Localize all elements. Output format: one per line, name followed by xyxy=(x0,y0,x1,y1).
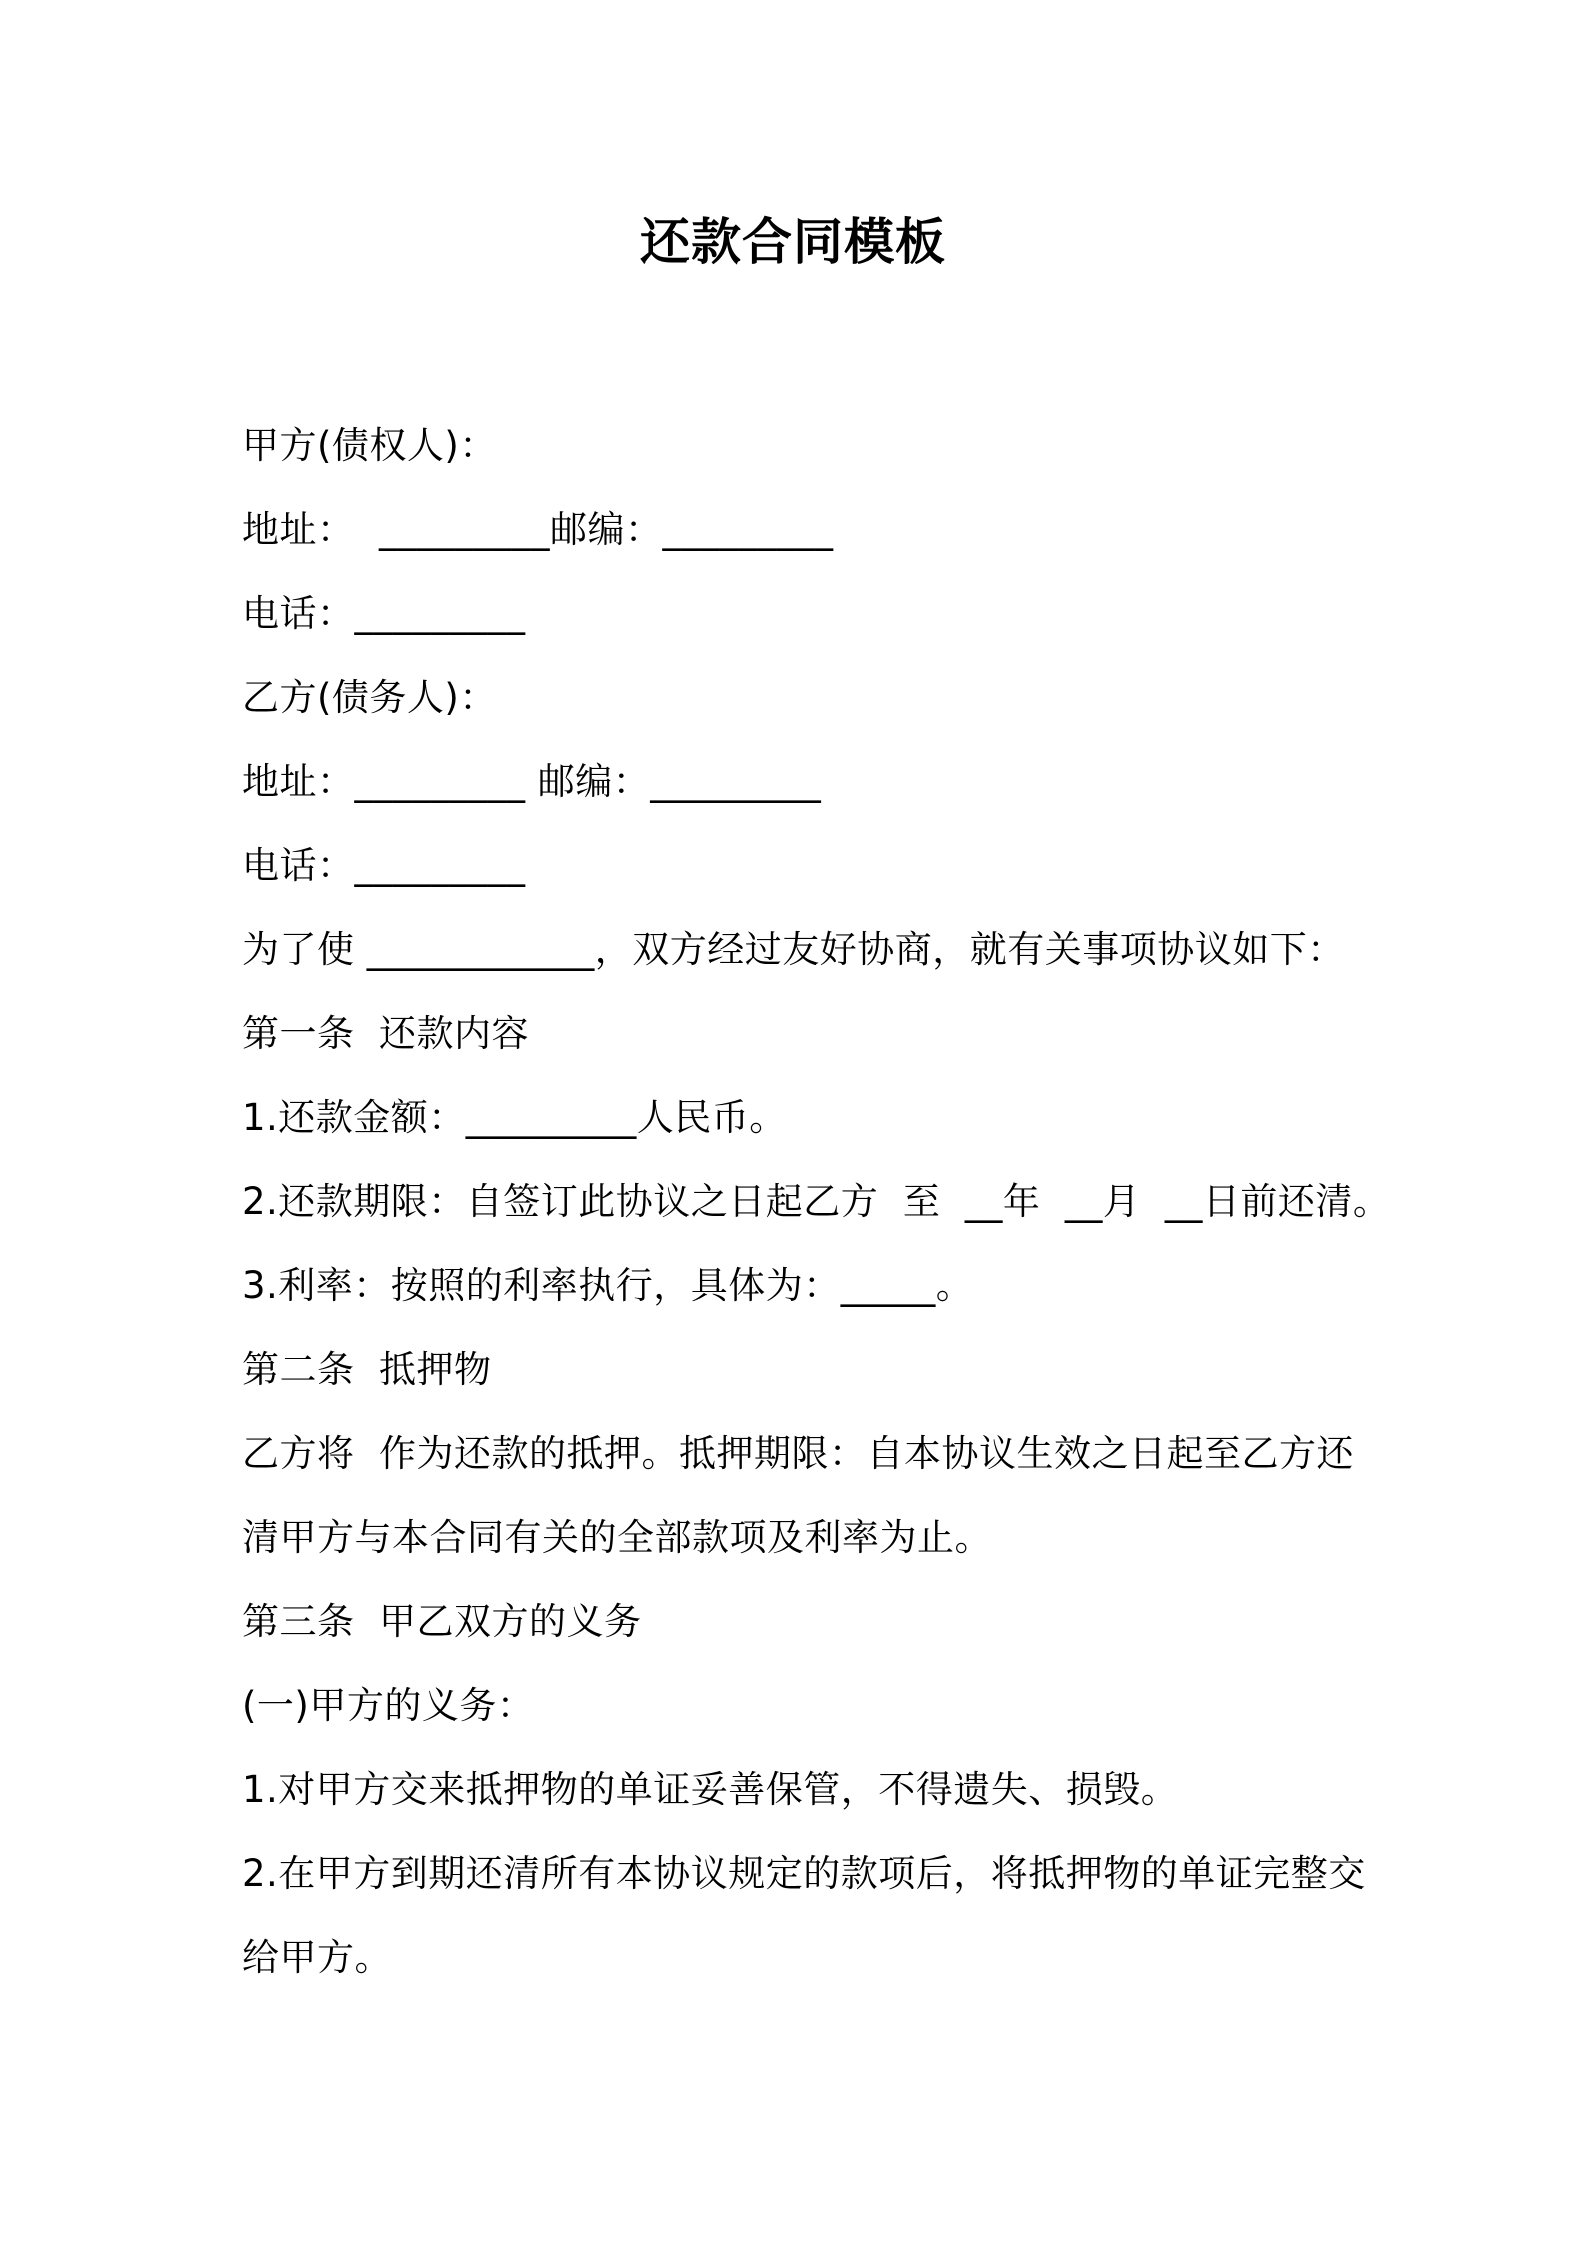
article-2-heading: 第二条 抵押物 xyxy=(242,1348,492,1391)
article-3-item-2-line-1: 2.在甲方到期还清所有本协议规定的款项后，将抵押物的单证完整交 xyxy=(242,1852,1366,1895)
party-a-heading: 甲方(债权人)： xyxy=(242,424,497,467)
article-2-text-line-2: 清甲方与本合同有关的全部款项及利率为止。 xyxy=(242,1516,992,1559)
party-a-phone-line: 电话：_________ xyxy=(242,592,526,635)
article-1-heading: 第一条 还款内容 xyxy=(242,1012,530,1055)
article-3-item-1: 1.对甲方交来抵押物的单证妥善保管，不得遗失、损毁。 xyxy=(242,1768,1179,1811)
article-1-item-2: 2.还款期限：自签订此协议之日起乙方 至 __年 __月 __日前还清。 xyxy=(242,1180,1391,1223)
party-b-phone-line: 电话：_________ xyxy=(242,844,526,887)
preamble-line: 为了使 ____________，双方经过友好协商，就有关事项协议如下： xyxy=(242,928,1345,971)
document-body xyxy=(242,404,1392,2000)
party-a-address-line: 地址： _________邮编：_________ xyxy=(242,508,834,551)
article-1-item-3: 3.利率：按照的利率执行，具体为：_____。 xyxy=(242,1264,974,1307)
article-2-text-line-1: 乙方将 作为还款的抵押。抵押期限：自本协议生效之日起至乙方还 xyxy=(242,1432,1355,1475)
document-title: 还款合同模板 xyxy=(640,213,946,271)
article-3-heading: 第三条 甲乙双方的义务 xyxy=(242,1600,642,1643)
article-3-subheading-a: (一)甲方的义务： xyxy=(242,1684,535,1727)
article-1-item-1: 1.还款金额：_________人民币。 xyxy=(242,1096,787,1139)
party-b-heading: 乙方(债务人)： xyxy=(242,676,497,719)
party-b-address-line: 地址：_________ 邮编：_________ xyxy=(242,760,822,803)
article-3-item-2-line-2: 给甲方。 xyxy=(242,1936,392,1979)
